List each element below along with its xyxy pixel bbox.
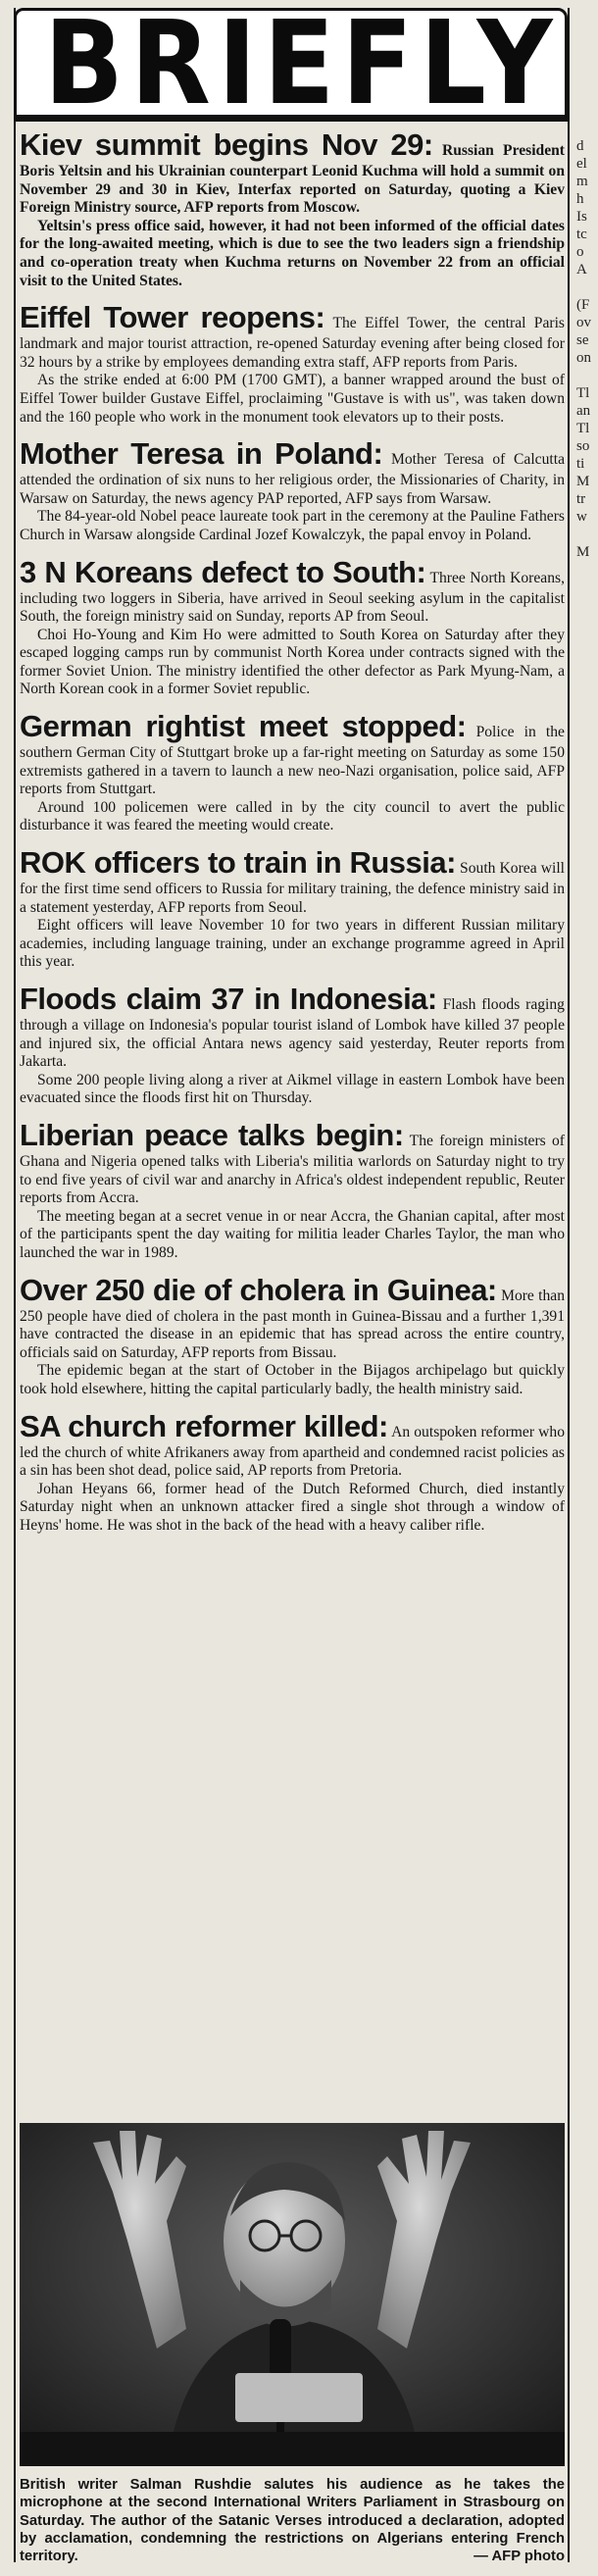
brief-body-text: Johan Heyans 66, former head of the Dutch Reformed Church, died instantly Saturday night when an unknown attacker fired a single shot through a window of Heyns' home. He was shot in the back of the head with a heavy caliber rifle. [20,1480,565,1534]
side-column-line: Tl [576,385,590,401]
side-column-line: el [576,156,587,172]
brief-paragraph [20,508,565,544]
news-brief [20,1273,565,1399]
side-column-line: ti [576,456,585,472]
rushdie-photo-illustration [20,2123,565,2466]
brief-paragraph [20,218,565,290]
brief-body-text: Choi Ho-Young and Kim Ho were admitted to South Korea on Saturday after they escaped logging camps run by communist North Korea under contracts signed with the former Soviet Union. The ministry identified the other defector as Park Myung-Nam, a North Korean cook in a former Soviet republic. [20,626,565,698]
side-column-line: Is [576,209,587,225]
side-column-line: M [576,474,590,489]
brief-body-text: Some 200 people living along a river at Aikmel village in eastern Lombok have been evacuated since the floods first hit on Thursday. [20,1071,565,1107]
brief-paragraph [20,917,565,972]
brief-body-text: The meeting began at a secret venue in or near Accra, the Ghanian capital, after most of the participants spent the day waiting for militia leader Charles Taylor, the man who launched the war in 1989. [20,1207,565,1261]
side-column-line: d [576,138,584,154]
brief-body-text: Yeltsin's press office said, however, it had not been informed of the official dates for the long-awaited meeting, which is due to see the two leaders sign a friendship and co-operation treaty when Kuchma returns on November 22 from an official visit to the United States. [20,217,565,289]
side-column-line [576,367,598,384]
news-brief [20,845,565,972]
right-column-rule [568,8,570,2562]
side-column-line: se [576,332,589,348]
side-column-line [576,526,598,543]
brief-body-text: Around 100 policemen were called in by the city council to avert the public disturbance it was feared the meeting would create. [20,798,565,834]
brief-body-text: Mother Teresa of Calcutta attended the ordination of six nuns to her religious order, the Missionaries of Charity, in Warsaw on Saturday, the news agency PAP reported, AFP says from Warsaw. [20,451,565,507]
brief-headline: Floods claim 37 in Indonesia: [20,982,437,1016]
brief-lead-paragraph [20,436,565,508]
news-brief [20,1118,565,1263]
brief-body-text: Russian President Boris Yeltsin and his Ukrainian counterpart Leonid Kuchma will hold a summit on November 29 and 30 in Kiev, Interfax reported on Saturday, quoting a Kiev Foreign Ministry source, AFP reports from Moscow. [20,142,565,217]
news-brief [20,436,565,544]
brief-lead-paragraph [20,127,565,218]
brief-lead-paragraph [20,709,565,799]
brief-lead-paragraph [20,982,565,1072]
side-column-line: ov [576,315,591,330]
side-column-line: Tl [576,421,590,436]
left-column-rule [14,8,16,2562]
brief-body-text: South Korea will for the first time send officers to Russia for military training, the defence ministry said in a statement yesterday, AFP reports from Seoul. [20,860,566,916]
brief-body-text: Police in the southern German City of Stuttgart broke up a far-right meeting on Saturday as some 150 extremists gathered in a tavern to launch a new neo-Nazi organisation, police said, AFP reports from Stuttgart. [20,724,565,798]
side-column-line: w [576,509,587,525]
brief-body-text: As the strike ended at 6:00 PM (1700 GMT), a banner wrapped around the bust of Eiffel Tower builder Gustave Eiffel, proclaiming "Gustave is with us", was taken down and the 160 people who work in the monument took elevators up to their posts. [20,372,565,426]
brief-headline: Kiev summit begins Nov 29: [20,127,433,162]
brief-headline: Liberian peace talks begin: [20,1117,404,1152]
news-brief [20,127,565,290]
masthead-rule [14,116,568,122]
news-brief [20,709,565,835]
brief-lead-paragraph [20,1409,565,1481]
side-column-line: on [576,350,591,366]
brief-paragraph [20,1072,565,1108]
photo-caption [20,2476,565,2565]
brief-lead-paragraph [20,845,565,917]
side-column-line: (F [576,297,590,313]
brief-headline: ROK officers to train in Russia: [20,845,456,881]
brief-body-text: More than 250 people have died of cholera in the past month in Guinea-Bissau and a further 1,391 have contracted the disease in an epidemic that has spread across the entire country, officials said on Saturday, AFP reports from Bissau. [20,1287,566,1361]
side-column-line [576,278,598,296]
brief-headline: 3 N Koreans defect to South: [20,554,426,589]
side-column-line: tc [576,227,587,242]
brief-body-text: The foreign ministers of Ghana and Nigeria opened talks with Liberia's militia warlords on Saturday night to try to end five years of civil war and anarchy in Africa's oldest independent republic, Reuter reports from Accra. [20,1132,565,1207]
brief-body-text: Flash floods raging through a village on Indonesia's popular tourist island of Lombok have killed 37 people and injured six, the official Antara news agency said yesterday, Reuter reports from Jakarta. [20,996,565,1071]
side-column-line: M [576,544,590,560]
side-column-line: A [576,262,587,278]
masthead-title: BRIEFLY [43,8,560,118]
brief-paragraph [20,1362,565,1398]
brief-paragraph [20,1208,565,1263]
news-brief [20,300,565,427]
brief-headline: Mother Teresa in Poland: [20,436,383,472]
news-brief [20,1409,565,1536]
brief-body-text: An outspoken reformer who led the church of white Afrikaners away from apartheid and condemned racist policies as a sin has been shot dead, police said, AP reports from Pretoria. [20,1423,565,1480]
brief-headline: Over 250 die of cholera in Guinea: [20,1272,497,1307]
brief-paragraph [20,627,565,699]
brief-body-text: The Eiffel Tower, the central Paris landmark and major tourist attraction, re-opened Saturday evening after being closed for 32 hours by a strike by employees demanding extra staff, AFP reports from Paris. [20,315,565,371]
brief-headline: SA church reformer killed: [20,1408,388,1443]
brief-paragraph [20,799,565,835]
brief-body-text: Eight officers will leave November 10 for two years in different Russian military academies, including language training, under an exchange programme agreed in April this year. [20,917,565,971]
brief-body-text: The 84-year-old Nobel peace laureate took part in the ceremony at the Pauline Fathers Church in Warsaw alongside Cardinal Jozef Kowalczyk, the papal envoy in Poland. [20,508,565,543]
side-column-line: an [576,403,591,419]
side-column-line: tr [576,491,586,507]
brief-paragraph [20,372,565,427]
side-column-line: so [576,438,590,454]
masthead [14,8,568,118]
side-column-line: o [576,244,584,260]
news-brief [20,555,565,700]
brief-lead-paragraph [20,300,565,372]
brief-headline: Eiffel Tower reopens: [20,300,325,335]
brief-body-text: Three North Koreans, including two loggers in Siberia, have arrived in Seoul seeking asylum in the capitalist South, the foreign ministry said on Sunday, reports AP from Seoul. [20,569,565,626]
side-column-line: m [576,174,588,189]
news-brief [20,982,565,1108]
side-column-line: h [576,191,584,207]
brief-lead-paragraph [20,1118,565,1208]
brief-headline: German rightist meet stopped: [20,709,467,744]
briefs-column [20,127,565,1544]
brief-lead-paragraph [20,555,565,627]
brief-paragraph [20,1481,565,1536]
brief-lead-paragraph [20,1273,565,1363]
adjacent-column-fragment [576,137,598,2569]
brief-body-text: The epidemic began at the start of October in the Bijagos archipelago but quickly took hold elsewhere, hitting the capital particularly badly, the health ministry said. [20,1362,565,1397]
news-photo [20,2123,565,2466]
caption-text: British writer Salman Rushdie salutes his audience as he takes the microphone at the second International Writers Parliament in Strasbourg on Saturday. The author of the Satanic Verses introduced a declaration, adopted by acclamation, condemning the restrictions on Algerians entering French territory. [20,2477,565,2565]
photo-credit: — AFP photo [473,2549,565,2565]
